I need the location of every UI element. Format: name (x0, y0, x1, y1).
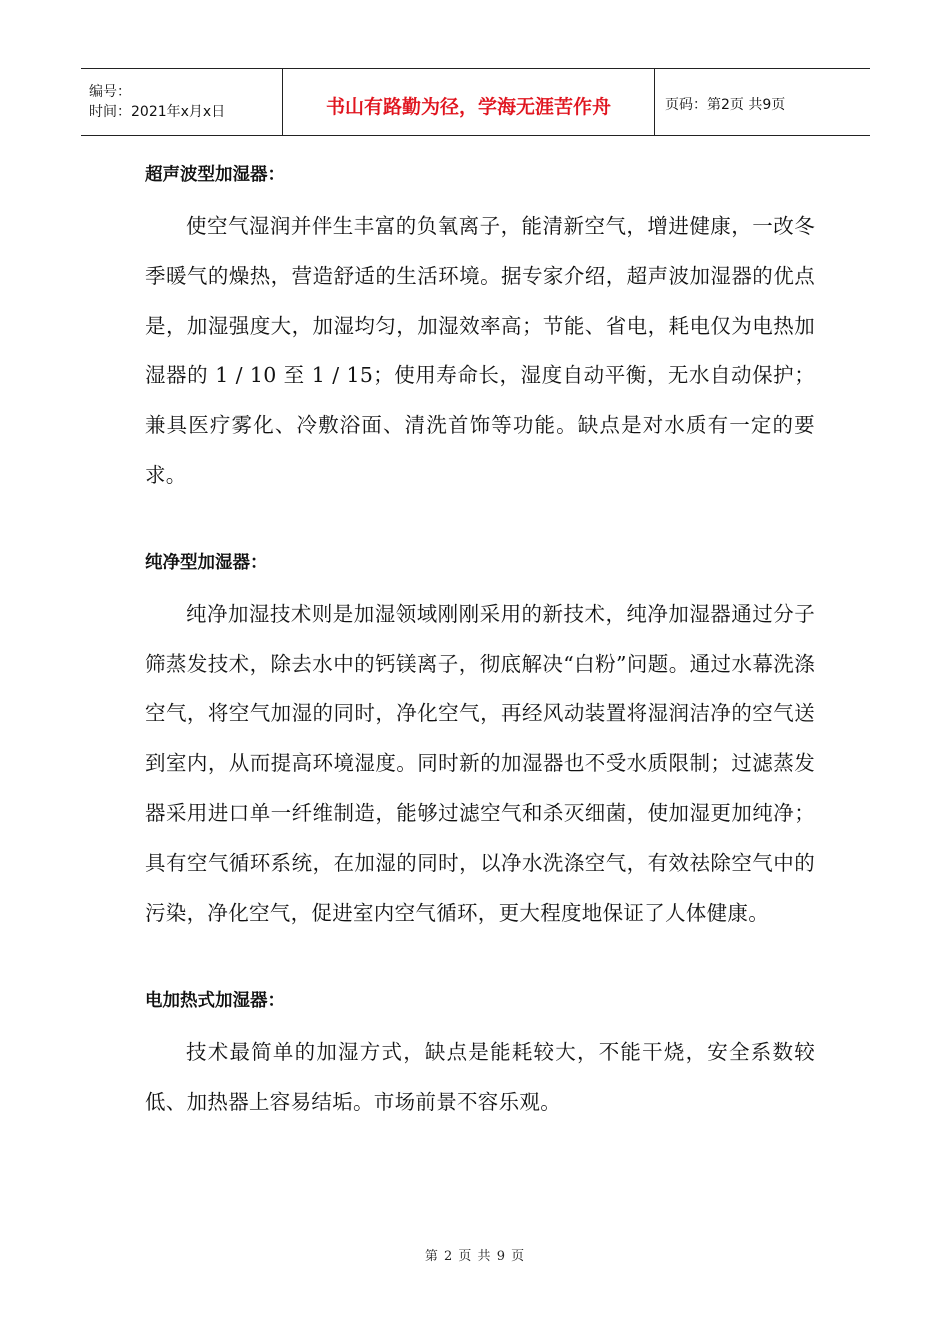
header-meta (81, 69, 282, 135)
document-number-label: 编号： (89, 84, 131, 100)
section-title: 纯净型加湿器： (145, 552, 268, 573)
section-electric-heating (145, 986, 815, 1128)
document-date: 时间：2021年x月x日 (89, 104, 226, 120)
section-paragraph: 使空气湿润并伴生丰富的负氧离子，能清新空气，增进健康，一改冬季暖气的燥热，营造舒适的生活环境。据专家介绍，超声波加湿器的优点是，加湿强度大，加湿均匀，加湿效率高；节能、省电，耗电仅为电热加湿器的 1 / 10 至 1 / 15；使用寿命长，湿度自动平衡，无水自动保护；兼具医疗雾化、冷敷浴面、清洗首饰等功能。缺点是对水质有一定的要求。 (145, 214, 815, 487)
section-title: 电加热式加湿器： (145, 991, 285, 1012)
page-footer: 第 2 页 共 9 页 (424, 1249, 526, 1264)
header-motto: 书山有路勤为径，学海无涯苦作舟 (282, 69, 655, 135)
page-header (81, 68, 870, 136)
document-body (145, 160, 815, 1128)
section-paragraph: 纯净加湿技术则是加湿领域刚刚采用的新技术，纯净加湿器通过分子筛蒸发技术，除去水中的钙镁离子，彻底解决“白粉”问题。通过水幕洗涤空气，将空气加湿的同时，净化空气，再经风动装置将湿润洁净的空气送到室内，从而提高环境湿度。同时新的加湿器也不受水质限制；过滤蒸发器采用进口单一纤维制造，能够过滤空气和杀灭细菌，使加湿更加纯净；具有空气循环系统，在加湿的同时，以净水洗涤空气，有效祛除空气中的污染，净化空气，促进室内空气循环，更大程度地保证了人体健康。 (145, 601, 815, 925)
section-paragraph: 技术最简单的加湿方式，缺点是能耗较大，不能干烧，安全系数较低、加热器上容易结垢。市场前景不容乐观。 (145, 1040, 815, 1115)
header-page-info: 页码：第2页 共9页 (665, 97, 786, 113)
section-ultrasonic (145, 160, 815, 501)
section-pure (145, 548, 815, 939)
section-title: 超声波型加湿器： (145, 165, 285, 185)
